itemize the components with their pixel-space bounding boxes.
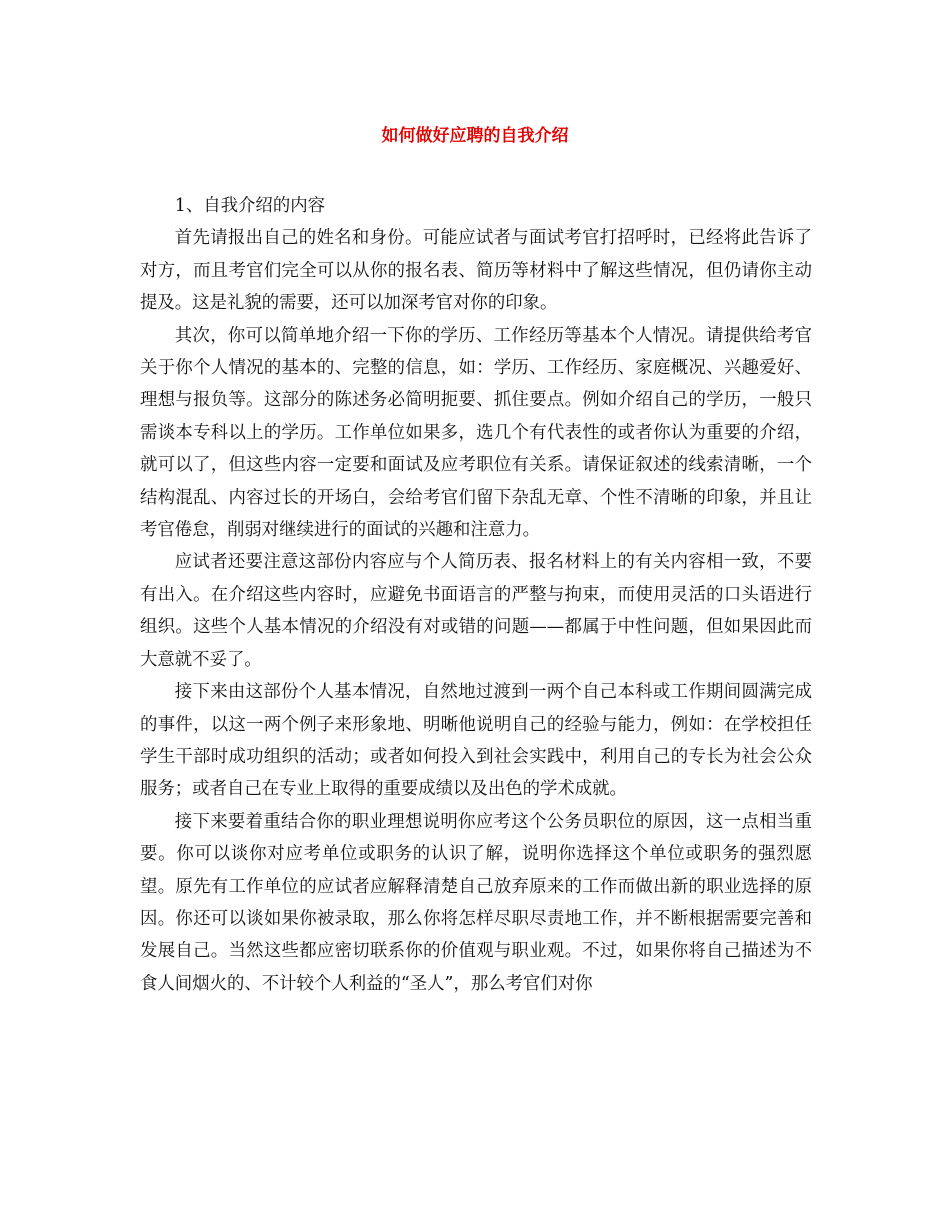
section-heading: 1、自我介绍的内容: [174, 196, 325, 216]
paragraph-4: 接下来由这部份个人基本情况，自然地过渡到一两个自己本科或工作期间圆满完成的事件，以这一两个例子来形象地、明晰他说明自己的经验与能力，例如：在学校担任学生干部时成功组织的活动；或者如何投入到社会实践中，利用自己的专长为社会公众服务；或者自己在专业上取得的重要成绩以及出色的学术成就。: [140, 682, 812, 800]
document-body: [140, 190, 812, 1000]
paragraph-3: 应试者还要注意这部份内容应与个人简历表、报名材料上的有关内容相一致，不要有出入。在介绍这些内容时，应避免书面语言的严整与拘束，而使用灵活的口头语进行组织。这些个人基本情况的介绍没有对或错的问题——都属于中性问题，但如果因此而大意就不妥了。: [140, 552, 812, 670]
paragraph-2: 其次，你可以简单地介绍一下你的学历、工作经历等基本个人情况。请提供给考官关于你个人情况的基本的、完整的信息，如：学历、工作经历、家庭概况、兴趣爱好、理想与报负等。这部分的陈述务必简明扼要、抓住要点。例如介绍自己的学历，一般只需谈本专科以上的学历。工作单位如果多，选几个有代表性的或者你认为重要的介绍，就可以了，但这些内容一定要和面试及应考职位有关系。请保证叙述的线索清晰，一个结构混乱、内容过长的开场白，会给考官们留下杂乱无章、个性不清晰的印象，并且让考官倦怠，削弱对继续进行的面试的兴趣和注意力。: [140, 325, 812, 541]
paragraph-1: 首先请报出自己的姓名和身份。可能应试者与面试考官打招呼时，已经将此告诉了对方，而且考官们完全可以从你的报名表、简历等材料中了解这些情况，但仍请你主动提及。这是礼貌的需要，还可以加深考官对你的印象。: [140, 228, 812, 314]
paragraph-5: 接下来要着重结合你的职业理想说明你应考这个公务员职位的原因，这一点相当重要。你可以谈你对应考单位或职务的认识了解，说明你选择这个单位或职务的强烈愿望。原先有工作单位的应试者应解释清楚自己放弃原来的工作而做出新的职业选择的原因。你还可以谈如果你被录取，那么你将怎样尽职尽责地工作，并不断根据需要完善和发展自己。当然这些都应密切联系你的价值观与职业观。不过，如果你将自己描述为不食人间烟火的、不计较个人利益的“圣人”，那么考官们对你: [140, 811, 812, 994]
document-title: 如何做好应聘的自我介绍: [381, 126, 569, 146]
